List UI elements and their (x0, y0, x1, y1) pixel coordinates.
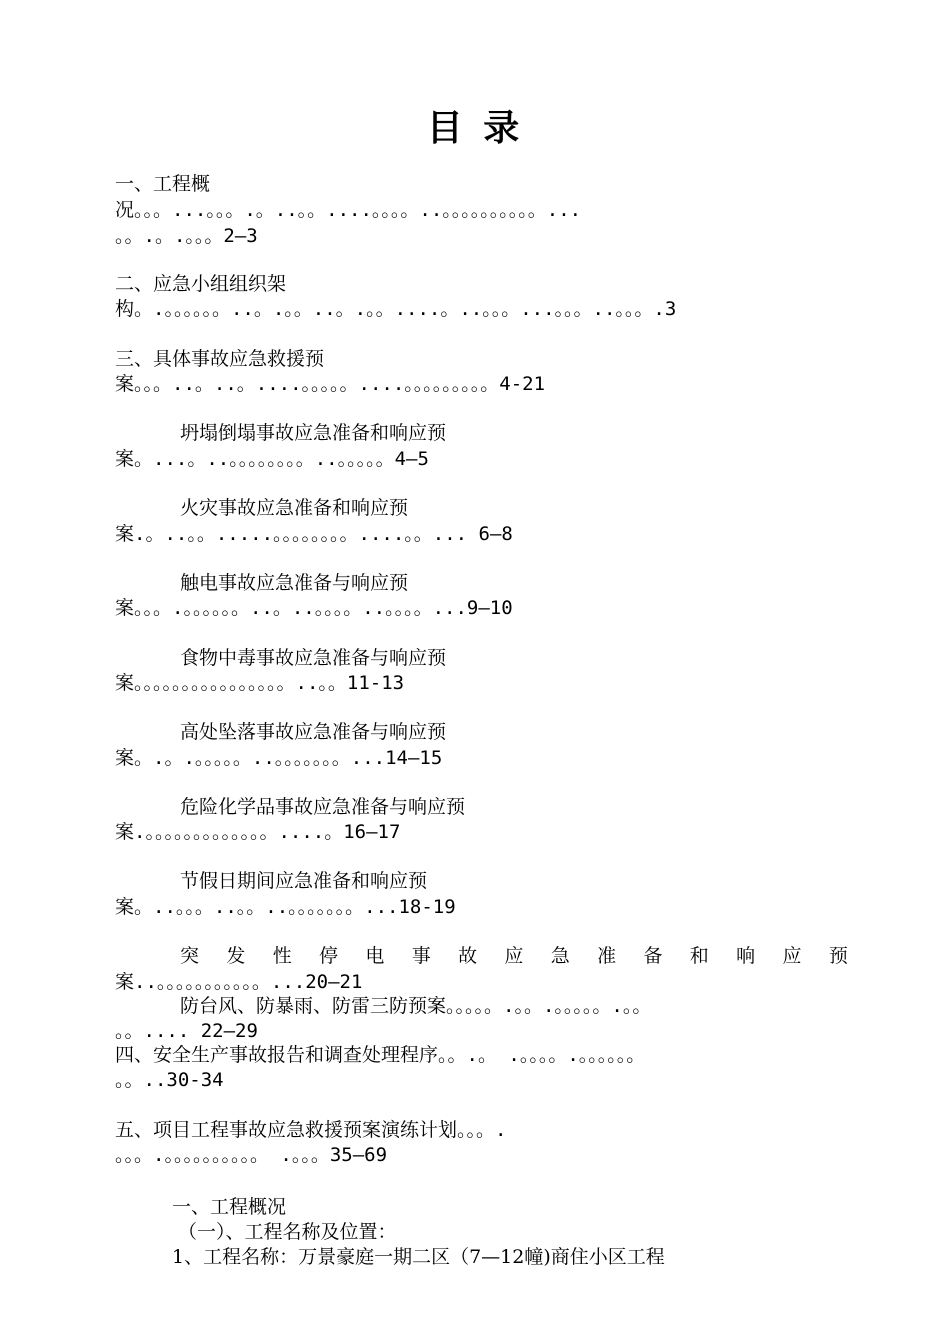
toc-entry-3-title: 三、具体事故应急救援预 (115, 348, 325, 370)
toc-char: 事 (411, 945, 431, 967)
toc-entry-4-title: 坍塌倒塌事故应急准备和响应预 (180, 422, 447, 444)
toc-char: 停 (319, 945, 339, 967)
toc-entry-9-title: 危险化学品事故应急准备与响应预 (180, 796, 466, 818)
toc-entry-5-title: 火灾事故应急准备和响应预 (180, 497, 409, 519)
toc-entry-14-leader: 。。。.。。。。。。。。。。 .。。。35—69 (115, 1144, 388, 1166)
toc-title: 目 录 (426, 107, 524, 149)
toc-char: 响 (736, 945, 756, 967)
toc-entry-1-leader: 况。。。...。。。.。..。。....。。。。..。。。。。。。。。。... (115, 199, 582, 221)
toc-entry-7-title: 食物中毒事故应急准备与响应预 (180, 647, 447, 669)
toc-entry-4-leader: 案。...。..。。。。。。。。..。。。。。4—5 (115, 448, 429, 470)
toc-char: 应 (504, 945, 524, 967)
toc-entry-12-leader: 。。.... 22—29 (115, 1020, 258, 1042)
toc-char: 发 (226, 945, 246, 967)
toc-char: 突 (180, 945, 200, 967)
toc-entry-1-page: 。。.。.。。。2—3 (115, 225, 258, 247)
toc-char: 电 (365, 945, 385, 967)
toc-entry-7-leader: 案。。。。。。。。。。。。。。。。..。。11-13 (115, 672, 405, 694)
toc-entry-2-leader: 构。.。。。。。。..。.。。..。.。。....。..。。。...。。。..。。。.3 (115, 298, 677, 320)
toc-entry-13-title: 四、安全生产事故报告和调查处理程序。。.。 .。。。。.。。。。。。 (115, 1044, 646, 1066)
toc-char: 应 (782, 945, 802, 967)
section-heading: 一、工程概况 (172, 1196, 287, 1218)
toc-entry-10-title: 节假日期间应急准备和响应预 (180, 870, 428, 892)
toc-entry-12-title: 防台风、防暴雨、防雷三防预案。。。。。.。。.。。。。。.。。 (180, 995, 652, 1017)
subsection-heading: （一）、工程名称及位置： (178, 1221, 397, 1243)
toc-char: 备 (643, 945, 663, 967)
toc-entry-3-leader: 案。。。..。..。....。。。。。....。。。。。。。。。4-21 (115, 373, 546, 395)
toc-char: 和 (689, 945, 709, 967)
toc-char: 准 (597, 945, 617, 967)
toc-char: 预 (828, 945, 848, 967)
toc-entry-8-leader: 案。.。.。。。。。..。。。。。。。...14—15 (115, 747, 443, 769)
toc-entry-14-title: 五、项目工程事故应急救援预案演练计划。。。. (115, 1119, 507, 1141)
project-name-line: 1、工程名称：万景豪庭一期二区（7—12幢)商住小区工程 (172, 1246, 665, 1268)
toc-entry-8-title: 高处坠落事故应急准备与响应预 (180, 721, 447, 743)
toc-char: 性 (272, 945, 292, 967)
toc-entry-11-leader: 案..。。。。。。。。。。。...20—21 (115, 971, 363, 993)
toc-entry-6-leader: 案。。。.。。。。。。..。..。。。。..。。。。...9—10 (115, 597, 513, 619)
toc-entry-1-title: 一、工程概 (115, 173, 211, 195)
toc-entry-2-title: 二、应急小组组织架 (115, 273, 287, 295)
toc-entry-6-title: 触电事故应急准备与响应预 (180, 572, 409, 594)
toc-entry-9-leader: 案.。。。。。。。。。。。。。....。16—17 (115, 821, 401, 843)
toc-char: 故 (458, 945, 478, 967)
toc-entry-11-title (180, 944, 848, 968)
toc-entry-10-leader: 案。..。。。..。。..。。。。。。。...18-19 (115, 896, 456, 918)
toc-entry-13-leader: 。。..30-34 (115, 1069, 224, 1091)
toc-char: 急 (550, 945, 570, 967)
toc-entry-5-leader: 案.。..。。.....。。。。。。。。....。。... 6—8 (115, 523, 513, 545)
